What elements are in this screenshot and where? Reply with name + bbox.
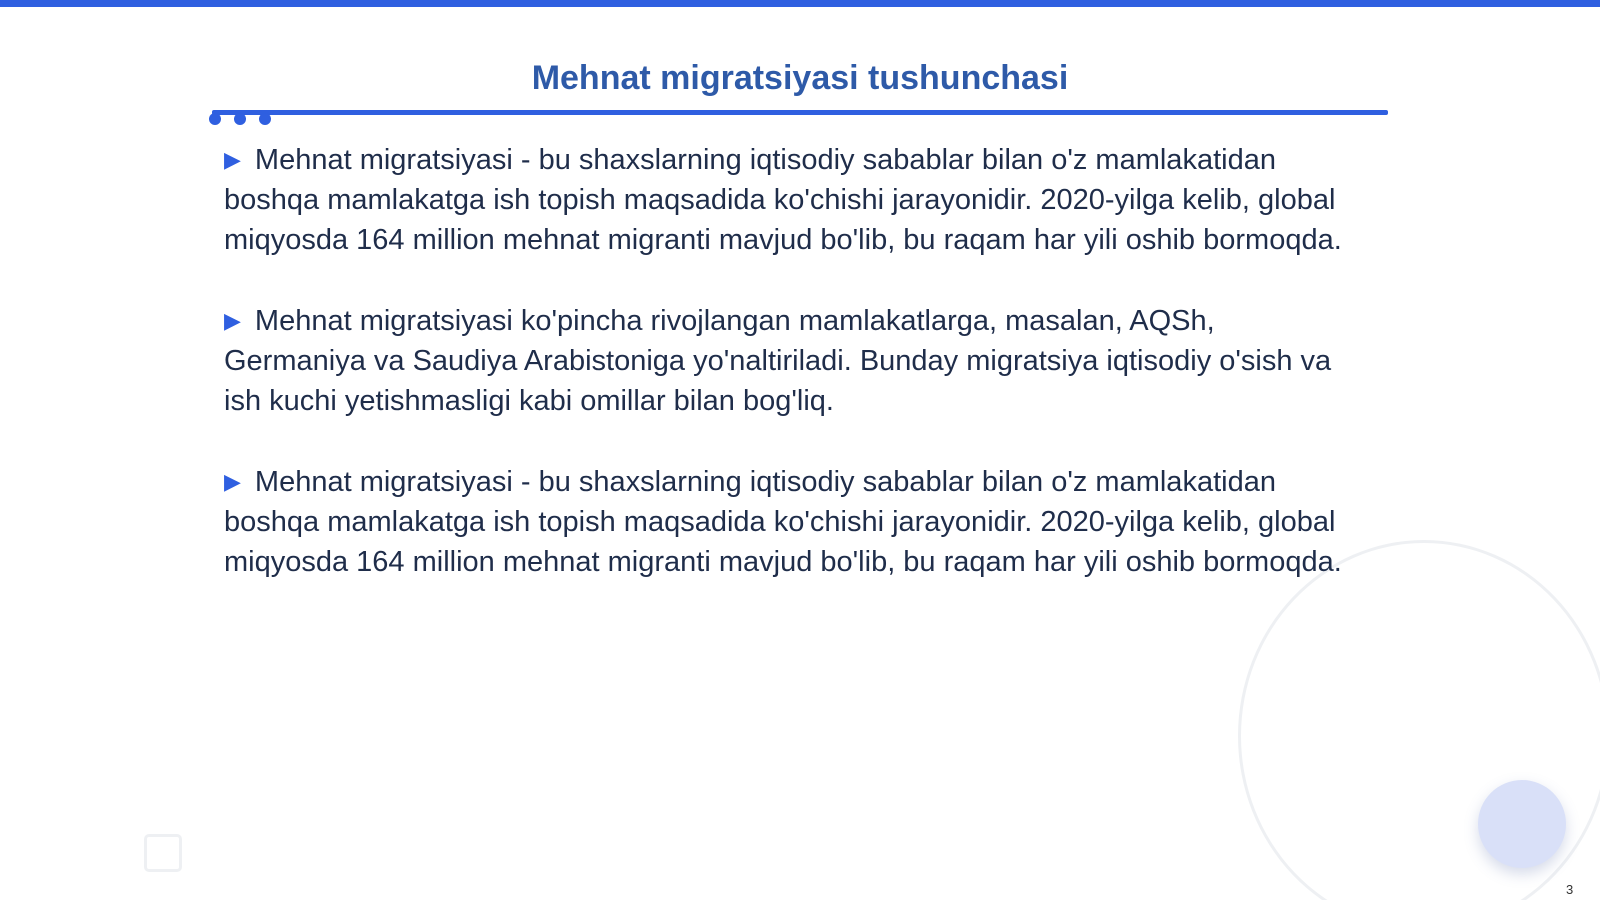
bullet-arrow-icon: ▶ xyxy=(224,147,241,172)
bullet-arrow-icon: ▶ xyxy=(224,308,241,333)
bullet-text: Mehnat migratsiyasi - bu shaxslarning iqtisodiy sabablar bilan o'z mamlakatidan boshqa mamlakatga ish topish maqsadida ko'chishi jarayonidir. 2020-yilga kelib, global miqyosda 164 million mehnat migranti mavjud bo'lib, bu raqam har yili oshib bormoqda. xyxy=(224,144,1342,256)
bullet-item xyxy=(224,462,1364,582)
bullet-arrow-icon: ▶ xyxy=(224,469,241,494)
bullet-text: Mehnat migratsiyasi ko'pincha rivojlangan mamlakatlarga, masalan, AQSh, Germaniya va Saudiya Arabistoniga yo'naltiriladi. Bunday migratsiya iqtisodiy o'sish va ish kuchi yetishmasligi kabi omillar bilan bog'liq. xyxy=(224,305,1332,417)
decorative-square xyxy=(144,834,182,872)
underline-dot xyxy=(234,113,246,125)
top-accent-bar xyxy=(0,0,1600,7)
underline-dot xyxy=(259,113,271,125)
bullet-list xyxy=(224,140,1364,623)
bullet-text: Mehnat migratsiyasi - bu shaxslarning iqtisodiy sabablar bilan o'z mamlakatidan boshqa mamlakatga ish topish maqsadida ko'chishi jarayonidir. 2020-yilga kelib, global miqyosda 164 million mehnat migranti mavjud bo'lib, bu raqam har yili oshib bormoqda. xyxy=(224,466,1342,578)
page-number: 3 xyxy=(1566,882,1574,897)
underline-dot xyxy=(209,113,221,125)
bullet-item xyxy=(224,140,1364,260)
decorative-circle xyxy=(1478,780,1566,868)
slide-title: Mehnat migratsiyasi tushunchasi xyxy=(531,59,1069,97)
title-underline xyxy=(212,110,1388,115)
bullet-item xyxy=(224,301,1364,421)
